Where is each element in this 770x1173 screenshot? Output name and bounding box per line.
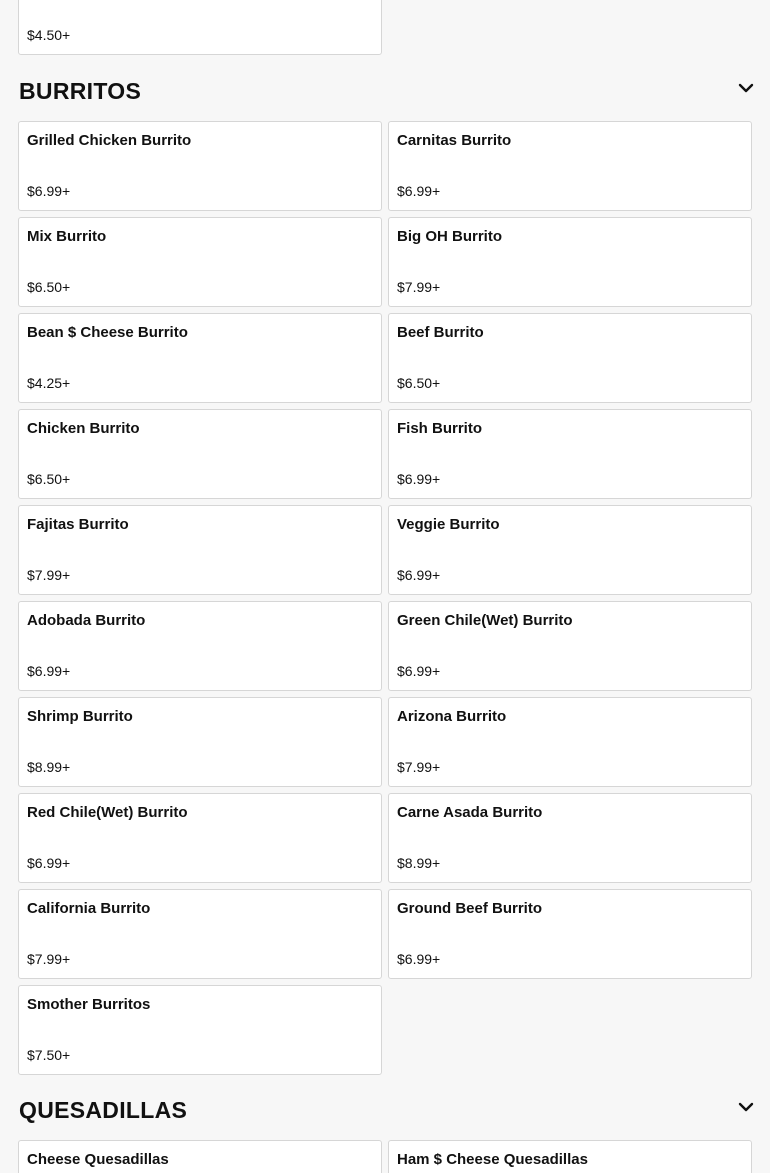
menu-item-card[interactable] — [388, 697, 752, 787]
menu-item-name: California Burrito — [27, 900, 151, 917]
menu-item-name: Red Chile(Wet) Burrito — [27, 804, 188, 821]
menu-item-price: $4.50+ — [27, 27, 71, 43]
menu-item-price: $7.99+ — [27, 951, 71, 967]
menu-item-price: $6.99+ — [27, 183, 71, 199]
menu-item-price: $7.99+ — [397, 279, 441, 295]
menu-item-price: $8.99+ — [27, 759, 71, 775]
menu-item-card[interactable] — [18, 217, 382, 307]
chevron-down-icon[interactable] — [738, 80, 754, 96]
chevron-down-icon[interactable] — [738, 1099, 754, 1115]
menu-item-name: Veggie Burrito — [397, 516, 500, 533]
menu-item-price: $7.99+ — [27, 567, 71, 583]
section-header-quesadillas[interactable] — [19, 1097, 754, 1127]
menu-item-card[interactable] — [18, 409, 382, 499]
menu-item-price: $7.50+ — [27, 1047, 71, 1063]
section-title: QUESADILLAS — [19, 1097, 188, 1123]
menu-item-card[interactable] — [388, 409, 752, 499]
menu-item-name: Cheese Quesadillas — [27, 1151, 169, 1168]
menu-item-card[interactable] — [18, 121, 382, 211]
menu-item-price: $6.50+ — [27, 279, 71, 295]
menu-item-name: Smother Burritos — [27, 996, 151, 1013]
menu-item-price: $6.99+ — [397, 567, 441, 583]
menu-item-card[interactable] — [388, 601, 752, 691]
menu-item-card[interactable] — [18, 601, 382, 691]
menu-item-card[interactable] — [18, 313, 382, 403]
menu-item-name: Fish Burrito — [397, 420, 482, 437]
section-title: BURRITOS — [19, 78, 142, 104]
menu-item-card[interactable] — [18, 1140, 382, 1173]
menu-item-card[interactable] — [388, 1140, 752, 1173]
menu-item-name: Adobada Burrito — [27, 612, 146, 629]
menu-item-card[interactable] — [18, 985, 382, 1075]
menu-item-card[interactable] — [18, 793, 382, 883]
menu-item-name: Chicken Burrito — [27, 420, 140, 437]
menu-item-card[interactable] — [388, 889, 752, 979]
menu-item-card[interactable] — [18, 889, 382, 979]
menu-item-price: $7.99+ — [397, 759, 441, 775]
menu-item-price: $6.99+ — [397, 663, 441, 679]
menu-item-price: $6.99+ — [27, 663, 71, 679]
menu-item-card[interactable] — [18, 0, 382, 55]
menu-item-price: $4.25+ — [27, 375, 71, 391]
menu-item-price: $6.99+ — [397, 951, 441, 967]
menu-item-card[interactable] — [18, 505, 382, 595]
section-header-burritos[interactable] — [19, 78, 754, 108]
menu-item-card[interactable] — [388, 505, 752, 595]
menu-item-price: $6.50+ — [397, 375, 441, 391]
menu-item-price: $6.99+ — [397, 471, 441, 487]
menu-item-name: Shrimp Burrito — [27, 708, 133, 725]
menu-item-name: Grilled Chicken Burrito — [27, 132, 192, 149]
menu-item-price: $6.99+ — [27, 855, 71, 871]
menu-item-name: Ham $ Cheese Quesadillas — [397, 1151, 588, 1168]
menu-item-name: Mix Burrito — [27, 228, 107, 245]
menu-item-name: Carnitas Burrito — [397, 132, 512, 149]
menu-item-name: Green Chile(Wet) Burrito — [397, 612, 573, 629]
menu-item-card[interactable] — [388, 217, 752, 307]
menu-item-name: Fajitas Burrito — [27, 516, 129, 533]
menu-item-name: Ground Beef Burrito — [397, 900, 542, 917]
menu-item-price: $8.99+ — [397, 855, 441, 871]
menu-item-name: Beef Burrito — [397, 324, 484, 341]
menu-item-name: Big OH Burrito — [397, 228, 502, 245]
menu-item-card[interactable] — [18, 697, 382, 787]
menu-item-name: Carne Asada Burrito — [397, 804, 543, 821]
menu-item-name: Bean $ Cheese Burrito — [27, 324, 188, 341]
menu-item-price: $6.99+ — [397, 183, 441, 199]
menu-item-price: $6.50+ — [27, 471, 71, 487]
menu-item-card[interactable] — [388, 313, 752, 403]
menu-item-name: Arizona Burrito — [397, 708, 507, 725]
menu-item-card[interactable] — [388, 121, 752, 211]
menu-item-card[interactable] — [388, 793, 752, 883]
